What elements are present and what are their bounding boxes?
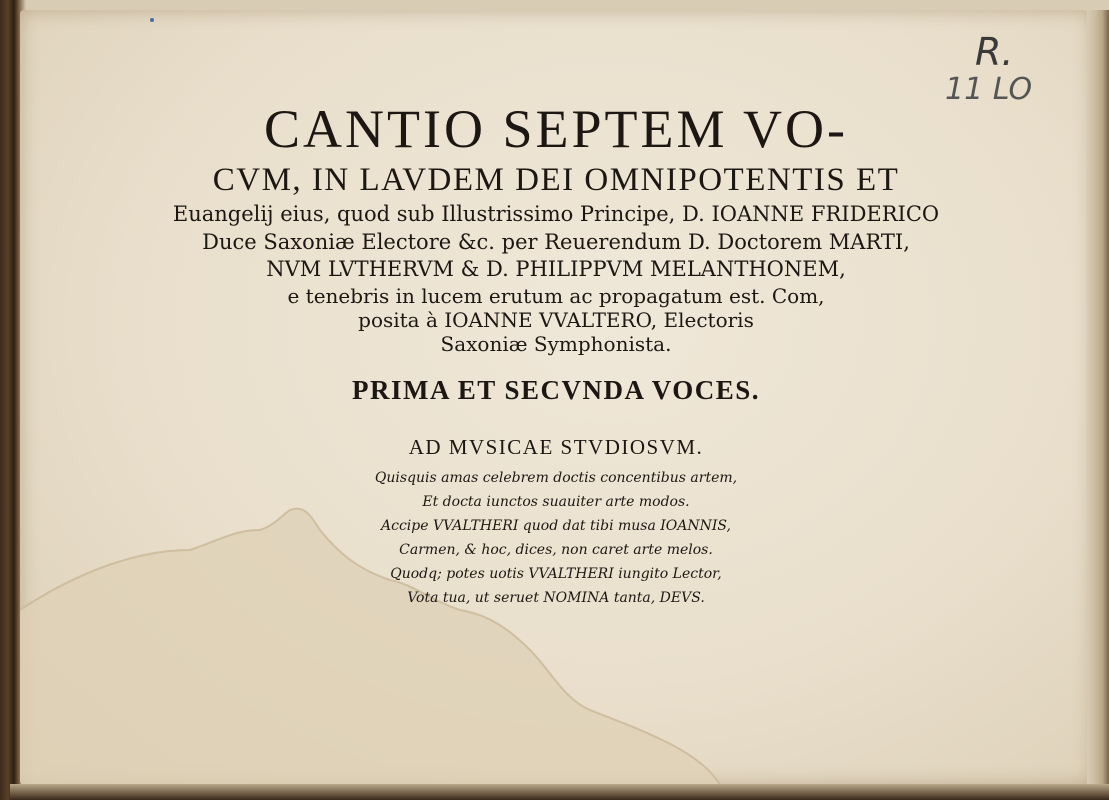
title-line-8: Saxoniæ Symphonista. (440, 332, 672, 356)
title-line-6: e tenebris in lucem erutum ac propagatum est. Com, (287, 284, 825, 308)
verse-line-1: Quisquis amas celebrem doctis concentibus artem, (374, 470, 738, 486)
title-line-4: Duce Saxoniæ Electore &c. per Reuerendum D. Doctorem MARTI, (202, 230, 910, 254)
verse-line-5: Quodq; potes uotis VVALTHERI iungito Lector, (390, 566, 722, 582)
verse-line-6: Vota tua, ut seruet NOMINA tanta, DEVS. (407, 590, 705, 606)
dedication-heading: AD MVSICAE STVDIOSVM. (408, 435, 704, 459)
shelfmark-number: 11 LO (945, 72, 1033, 107)
shelfmark-letter: R. (975, 30, 1014, 74)
title-page (20, 10, 1092, 785)
part-heading: PRIMA ET SECVNDA VOCES. (351, 375, 761, 405)
title-line-1: CANTIO SEPTEM VO- (263, 99, 848, 159)
title-line-2: CVM, IN LAVDEM DEI OMNIPOTENTIS ET (212, 162, 900, 198)
verse-line-4: Carmen, & hoc, dices, non caret arte melos. (399, 542, 713, 558)
title-line-7: posita à IOANNE VVALTERO, Electoris (358, 308, 754, 332)
binding-edge (10, 784, 1109, 800)
page-edge (1087, 10, 1109, 785)
title-line-5: NVM LVTHERVM & D. PHILIPPVM MELANTHONEM, (266, 257, 846, 281)
verse-line-2: Et docta iunctos suauiter arte modos. (422, 494, 690, 510)
title-line-3: Euangelij eius, quod sub Illustrissimo Principe, D. IOANNE FRIDERICO (172, 202, 940, 226)
verse-line-3: Accipe VVALTHERI quod dat tibi musa IOANNIS, (381, 518, 731, 534)
blue-dot-mark (150, 18, 154, 22)
